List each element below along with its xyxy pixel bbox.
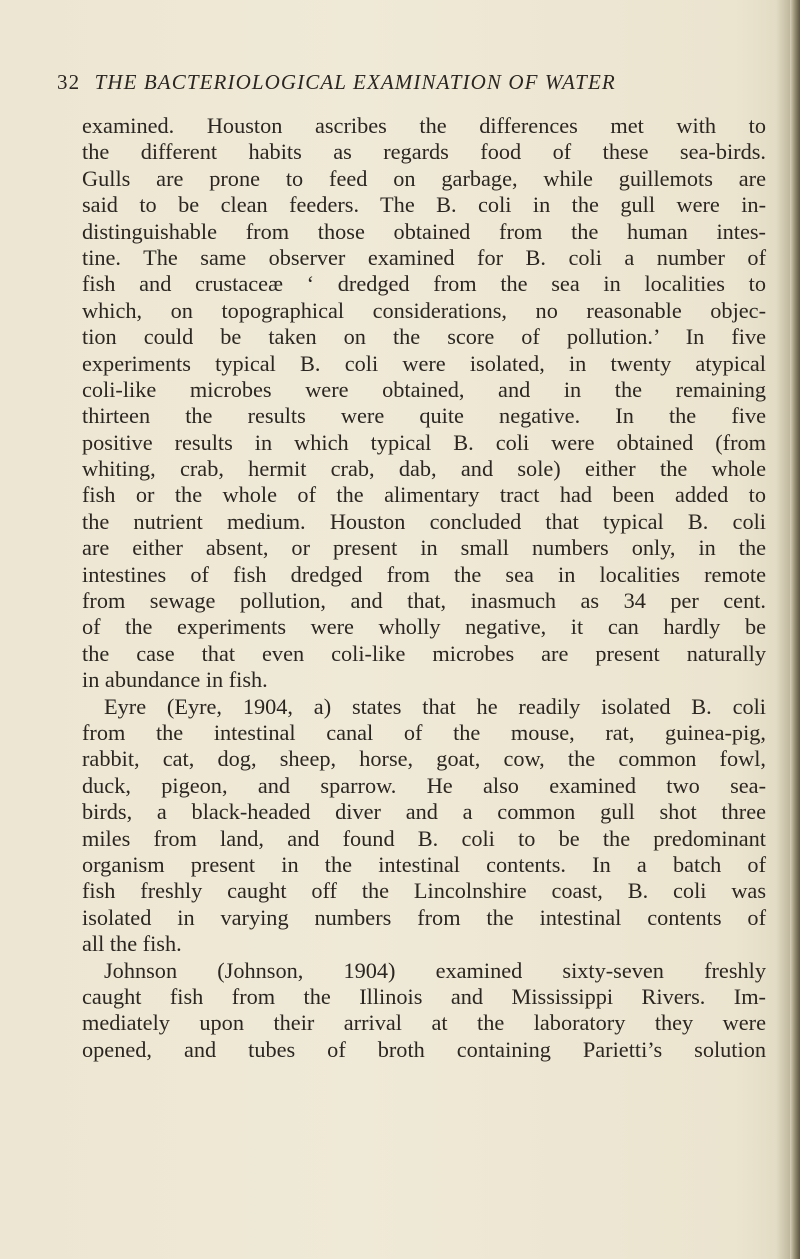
text-line: coli-like microbes were obtained, and in the remaining <box>82 376 766 402</box>
text-line: thirteen the results were quite negative. In the five <box>82 403 766 429</box>
text-line: intestines of fish dredged from the sea in localities remote <box>82 561 766 587</box>
text-line: tion could be taken on the score of pollution.’ In five <box>82 324 766 350</box>
text-line: from the intestinal canal of the mouse, rat, guinea-pig, <box>82 719 766 745</box>
text-line: which, on topographical considerations, no reasonable objec- <box>82 297 766 323</box>
text-line: from sewage pollution, and that, inasmuch as 34 per cent. <box>82 588 766 614</box>
text-line: said to be clean feeders. The B. coli in the gull were in- <box>82 192 766 218</box>
text-line: Johnson (Johnson, 1904) examined sixty-seven freshly <box>104 957 766 983</box>
text-line: of the experiments were wholly negative, it can hardly be <box>82 614 766 640</box>
text-line: organism present in the intestinal contents. In a batch of <box>82 851 766 877</box>
text-line: rabbit, cat, dog, sheep, horse, goat, cow, the common fowl, <box>82 746 766 772</box>
text-line: mediately upon their arrival at the laboratory they were <box>82 1010 766 1036</box>
text-line: whiting, crab, hermit crab, dab, and sole) either the whole <box>82 456 766 482</box>
text-line: duck, pigeon, and sparrow. He also examined two sea- <box>82 772 766 798</box>
text-line: the different habits as regards food of these sea-birds. <box>82 139 766 165</box>
text-line: Gulls are prone to feed on garbage, while guillemots are <box>82 165 766 191</box>
text-line: isolated in varying numbers from the intestinal contents of <box>82 904 766 930</box>
text-line: tine. The same observer examined for B. coli a number of <box>82 244 766 270</box>
running-title: THE BACTERIOLOGICAL EXAMINATION OF WATER <box>94 70 616 94</box>
text-line: the case that even coli-like microbes are present naturally <box>82 640 766 666</box>
text-line: experiments typical B. coli were isolated, in twenty atypical <box>82 350 766 376</box>
text-line: all the fish. <box>82 931 182 957</box>
text-line: fish and crustaceæ ‘ dredged from the sea in localities to <box>82 271 766 297</box>
page-number: 32 <box>57 70 81 94</box>
text-line: caught fish from the Illinois and Mississippi Rivers. Im- <box>82 983 766 1009</box>
text-line: opened, and tubes of broth containing Parietti’s solution <box>82 1036 766 1062</box>
text-line: fish or the whole of the alimentary tract had been added to <box>82 482 766 508</box>
text-line: positive results in which typical B. coli were obtained (from <box>82 429 766 455</box>
page-edge-shadow <box>790 0 800 1259</box>
text-line: examined. Houston ascribes the differences met with to <box>82 113 766 138</box>
text-line: fish freshly caught off the Lincolnshire coast, B. coli was <box>82 878 766 904</box>
text-line: Eyre (Eyre, 1904, a) states that he readily isolated B. coli <box>104 693 766 719</box>
text-line: birds, a black-headed diver and a common gull shot three <box>82 799 766 825</box>
text-line: distinguishable from those obtained from the human intes- <box>82 218 766 244</box>
text-line: miles from land, and found B. coli to be the predominant <box>82 825 766 851</box>
text-line: the nutrient medium. Houston concluded that typical B. coli <box>82 508 766 534</box>
text-line: are either absent, or present in small numbers only, in the <box>82 535 766 561</box>
running-head <box>57 70 757 95</box>
text-line: in abundance in fish. <box>82 667 268 693</box>
body-text <box>82 113 766 1063</box>
